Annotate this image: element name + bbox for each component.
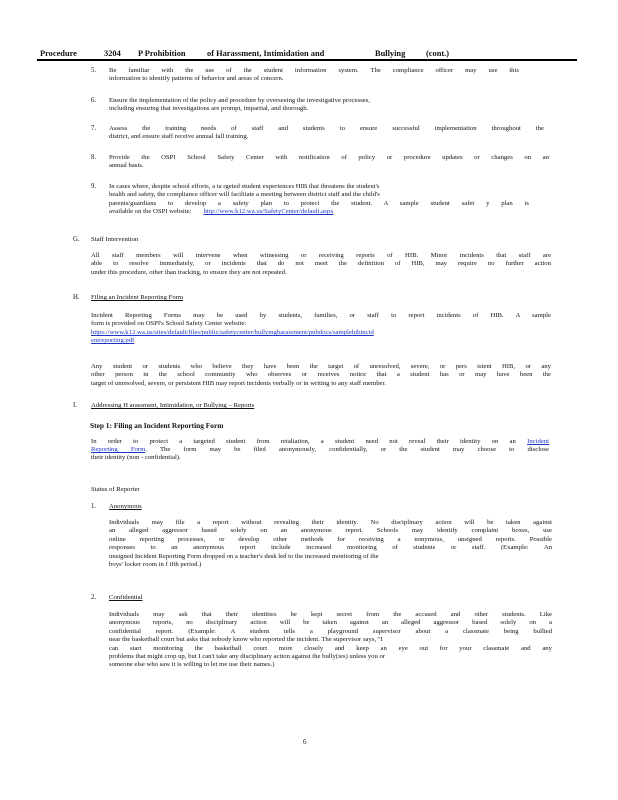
confidential-body: Individuals may ask that their identities be kept secret from the accused and other students. Like anonymous reports, no disciplinary action will be taken against an alleged aggressor based solely on a confidential report. (Example: A student tells a playground supervisor about a classmate being bullied near the basketball court but asks that nobody know who reported the incident. The supervisor says, "I can start monitoring the basketball court more closely and keep an eye out for your classmate and any problems that might crop up, but I can't take any disciplinary action against the bully(ies) unless you or someone else who saw it is willing to let me use their names.)	[109, 611, 552, 669]
list-item-8: Provide the OSPI School Safety Center with notification of policy or procedure updates or changes on an annual basis.	[109, 154, 549, 170]
section-h-body: Incident Reporting Forms may be used by students, families, or staff to report incidents of HIB. A sample form is provided on OSPI's School Safety Center website:	[91, 312, 551, 328]
confidential-heading: Confidential	[109, 594, 143, 601]
item-number: 2.	[91, 594, 97, 601]
anonymous-heading: Anonymous	[109, 503, 142, 510]
item-number: 8.	[91, 154, 97, 161]
step-1-body: In order to protect a targeted student from retaliation, a student need not reveal their identity on an Incident	[91, 438, 550, 445]
item-number: 7.	[91, 125, 97, 132]
header-title-part-b: of Harassment, Intimidation and	[207, 49, 325, 58]
header-rule	[37, 59, 577, 61]
sample-form-link[interactable]: https://www.k12.wa.us/sites/default/files/public/safetycenter/bullyingharassment/pubdocs/samplehibincid entreporting.pdf	[91, 329, 374, 345]
safety-center-link[interactable]: http://www.k12.wa.us/SafetyCenter/default.aspx	[203, 208, 334, 216]
header-procedure-label: Procedure	[40, 49, 77, 58]
step-1-heading: Step 1: Filing an Incident Reporting Form	[90, 421, 224, 430]
item-number: 9.	[91, 183, 97, 190]
list-item-6: Ensure the implementation of the policy and procedure by overseeing the investigative processes, including ensuring that investigations are prompt, impartial, and thorough.	[109, 97, 370, 113]
list-item-5: Be familiar with the use of the student information system. The compliance officer may use this information to identify patterns of behavior and areas of concern.	[109, 67, 519, 83]
section-g-heading: Staff Intervention	[91, 236, 139, 243]
item-number: 6.	[91, 97, 97, 104]
section-h-heading: Filing an Incident Reporting Form	[91, 294, 184, 301]
header-title-part-d: (cont.)	[426, 49, 450, 58]
list-item-9: In cases where, despite school efforts, a ta rgeted student experiences HIB that threatens the student's health and safety, the compliance officer will facilitate a meeting between district staff and the child's parents/guardians to develop a safety plan to protect the student. A sample student safet y plan is available on the OSPI website: http://www.k12.wa.us/SafetyCenter/default.aspx	[109, 183, 529, 216]
section-letter: H.	[73, 294, 80, 301]
section-i-heading: Addressing H arassment, Intimidation, or Bullying – Reports	[91, 402, 255, 409]
item-number: 1.	[91, 503, 97, 510]
section-h-body-2: Any student or students who believe they have been the target of unresolved, severe, or pers istent HIB, or any other person in the school community who observes or receives notice that a student has or may have been the target of unresolved, severe, or persistent HIB may report incidents verbally or in writing to any staff member.	[91, 363, 551, 387]
header-procedure-code: 3204	[104, 49, 121, 58]
page-number: 6	[303, 738, 307, 746]
header-title-part-a: P Prohibition	[138, 49, 186, 58]
status-of-reporter: Status of Reporter	[91, 486, 140, 493]
section-letter: I.	[73, 402, 77, 409]
item-number: 5.	[91, 67, 97, 74]
anonymous-body: Individuals may file a report without revealing their identity. No disciplinary action will be taken against an alleged aggressor based solely on an anonymous report. Schools may identify complaint boxes, use online reporting processes, or develop other methods for receiving a nonymous, unsigned reports. Possible responses to an anonymous report include increased monitoring of students or staff. (Example: An unsigned Incident Reporting Form dropped on a teacher's desk led to the increased monitoring of the boys' locker room in f ifth period.)	[109, 519, 552, 568]
incident-form-link[interactable]: Reporting Form	[91, 446, 146, 453]
header-title-part-c: Bullying	[375, 49, 406, 58]
procedure-header	[37, 48, 577, 59]
section-letter: G.	[73, 236, 80, 243]
step-1-body-b: Reporting Form. The form may be filed anonymously, confidentially, or the student may choose to disclose their identity (non - confidential).	[91, 446, 549, 462]
section-g-body: All staff members will intervene when witnessing or receiving reports of HIB. Minor incidents that staff are able to resolve immediately, or incidents that do not meet the definition of HIB, may require no further action under this procedure, other than tracking, to ensure they are not repeated.	[91, 252, 551, 276]
list-item-7: Assess the training needs of staff and students to ensure successful implementation throughout the district, and ensure staff receive annual fall training.	[109, 125, 544, 141]
